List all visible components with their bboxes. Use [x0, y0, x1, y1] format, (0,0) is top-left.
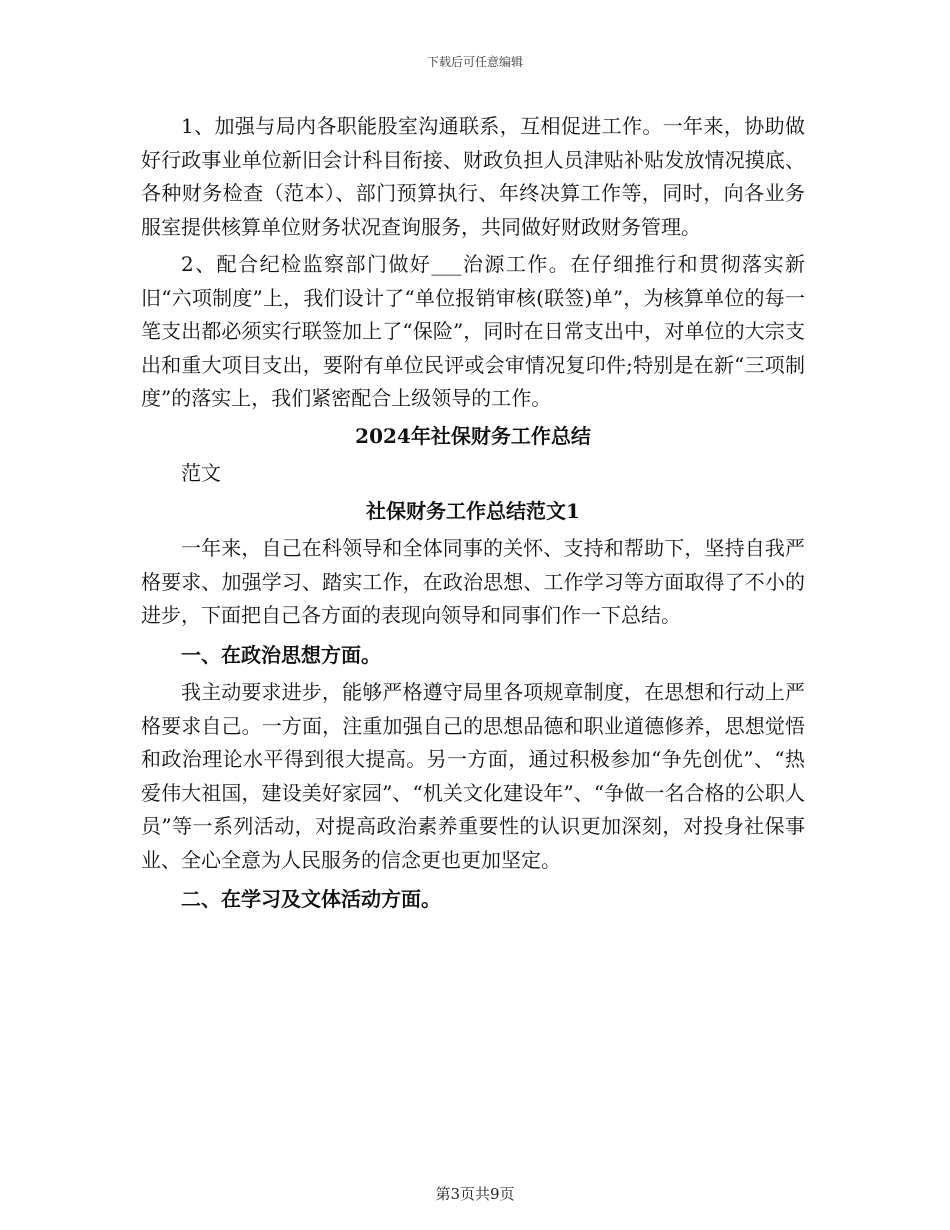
paragraph-2: 2、配合纪检监察部门做好___治源工作。在仔细推行和贯彻落实新旧“六项制度”上，我们设计了“单位报销审核(联签)单”，为核算单位的每一笔支出都必须实行联签加上了“保险”，同时在日常支出中，对单位的大宗支出和重大项目支出，要附有单位民评或会审情况复印件;特别是在新“三项制度”的落实上，我们紧密配合上级领导的工作。: [141, 252, 805, 410]
document-title-suffix: 范文: [181, 461, 221, 485]
paragraph-4: 我主动要求进步，能够严格遵守局里各项规章制度，在思想和行动上严格要求自己。一方面，注重加强自己的思想品德和职业道德修养，思想觉悟和政治理论水平得到很大提高。另一方面，通过积极参加“争先创优”、“热爱伟大祖国，建设美好家园”、“机关文化建设年”、“争做一名合格的公职人员”等一系列活动，对提高政治素养重要性的认识更加深刻，对投身社保事业、全心全意为人民服务的信念更也更加坚定。: [141, 680, 805, 872]
page-footer: 第3页共9页: [435, 1185, 515, 1203]
paragraph-1: 1、加强与局内各职能股室沟通联系，互相促进工作。一年来，协助做好行政事业单位新旧会计科目衔接、财政负担人员津贴补贴发放情况摸底、各种财务检查（范本）、部门预算执行、年终决算工作等，同时，向各业务服室提供核算单位财务状况查询服务，共同做好财政财务管理。: [141, 114, 805, 239]
section-title: 社保财务工作总结范文1: [366, 498, 580, 523]
document-title: 2024年社保财务工作总结: [355, 423, 591, 448]
page-header: 下载后可任意编辑: [426, 55, 523, 69]
paragraph-3: 一年来，自己在科领导和全体同事的关怀、支持和帮助下，坚持自我严格要求、加强学习、踏实工作，在政治思想、工作学习等方面取得了不小的进步，下面把自己各方面的表现向领导和同事们作一下总结。: [141, 536, 805, 627]
heading-1: 一、在政治思想方面。: [181, 642, 381, 667]
heading-2: 二、在学习及文体活动方面。: [181, 887, 441, 911]
document-body: [141, 110, 805, 921]
